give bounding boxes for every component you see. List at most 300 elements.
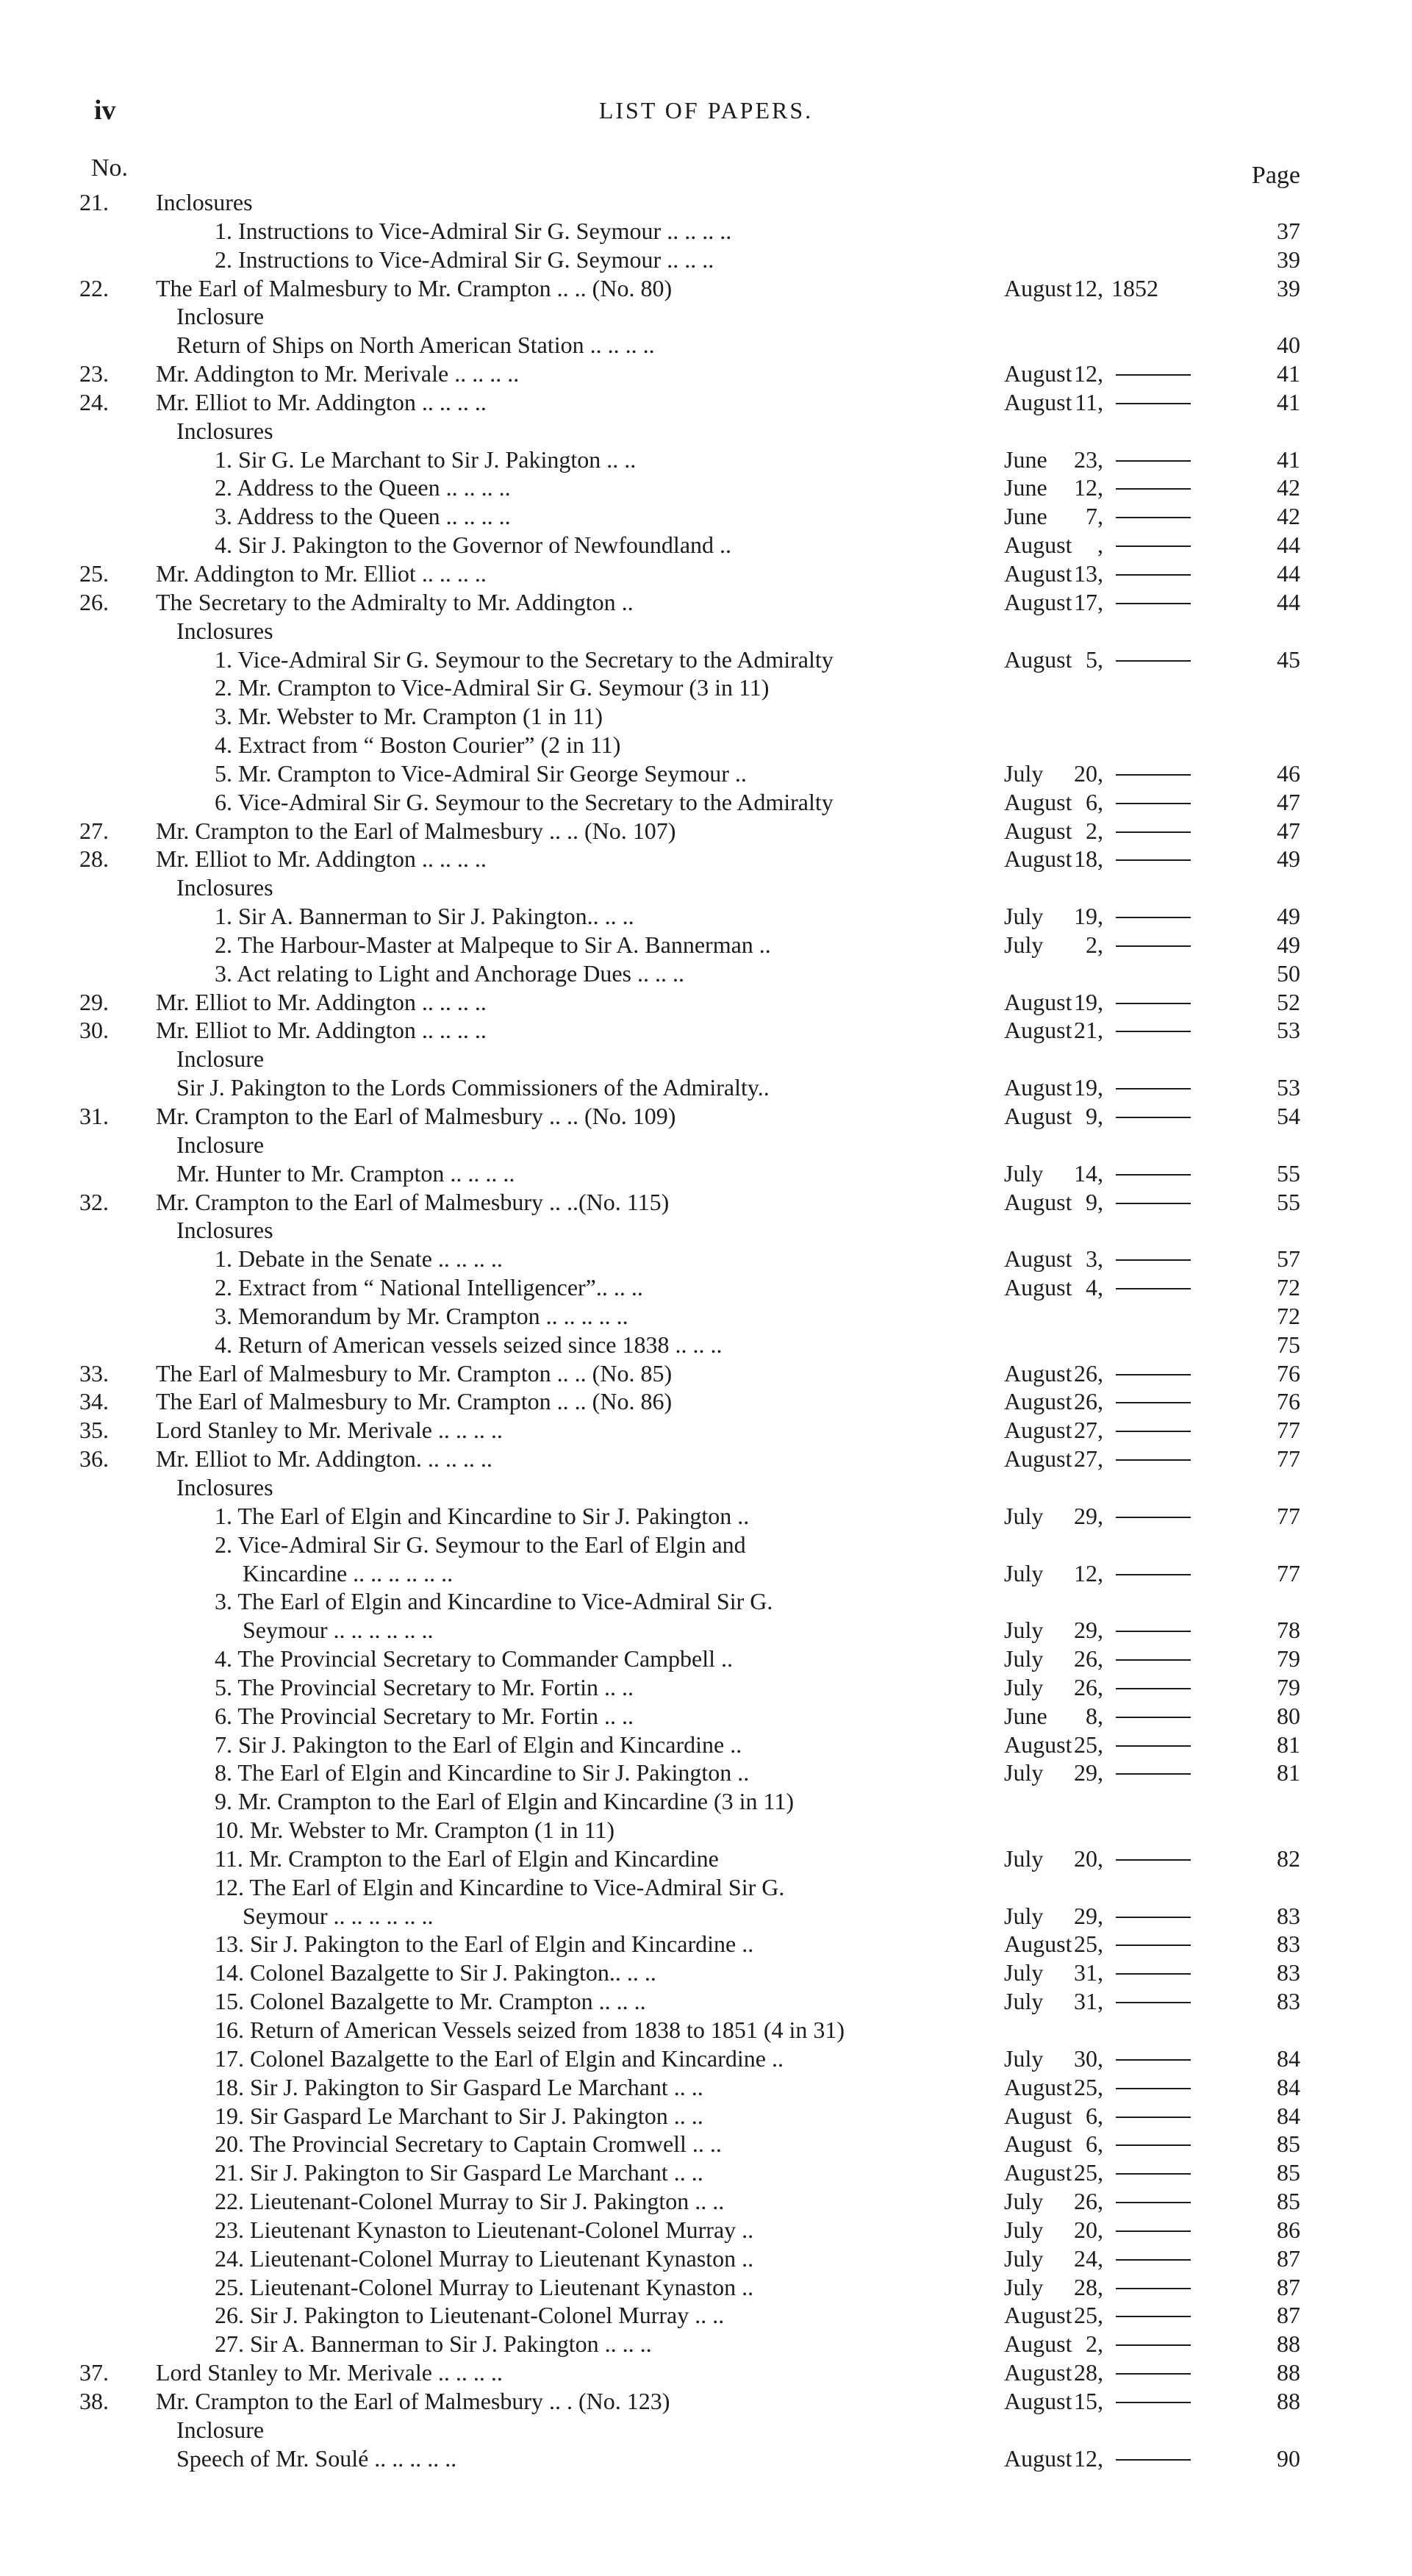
paper-title: Inclosures [176, 1217, 273, 1244]
paper-title: 2. Mr. Crampton to Vice-Admiral Sir G. Seymour (3 in 11) [215, 674, 770, 701]
ditto-dash [1116, 517, 1191, 518]
ditto-dash [1116, 2459, 1191, 2461]
paper-title: 24. Lieutenant-Colonel Murray to Lieutenant Kynaston .. [215, 2244, 754, 2272]
list-item [0, 1531, 1412, 1559]
paper-title: 20. The Provincial Secretary to Captain Cromwell .. .. [215, 2130, 722, 2158]
paper-title: Seymour .. .. .. .. .. .. [243, 1902, 434, 1929]
paper-title: 6. The Provincial Secretary to Mr. Fortin .. .. [215, 1702, 634, 1729]
date-day: 5, [1086, 645, 1103, 673]
ditto-dash [1116, 1288, 1191, 1289]
paper-title: The Earl of Malmesbury to Mr. Crampton .. .. (No. 86) [156, 1388, 673, 1415]
list-item [0, 673, 1412, 702]
list-item [0, 1559, 1412, 1588]
ditto-dash [1116, 1517, 1191, 1518]
paper-title: Return of Ships on North American Station .. .. .. .. [176, 332, 655, 359]
page-ref: 77 [1277, 1502, 1300, 1529]
ditto-dash [1116, 2173, 1191, 2175]
date-month: August [1004, 1445, 1072, 1473]
page-ref: 46 [1277, 759, 1300, 787]
paper-title: 3. Address to the Queen .. .. .. .. [215, 503, 511, 530]
date-day: 3, [1086, 1245, 1103, 1273]
date-month: August [1004, 1017, 1072, 1044]
paper-title: Inclosures [176, 617, 273, 644]
list-item [0, 1131, 1412, 1159]
list-item [0, 1616, 1412, 1645]
date-month: July [1004, 1559, 1044, 1586]
page-ref: 39 [1277, 274, 1300, 301]
paper-title: 17. Colonel Bazalgette to the Earl of Elgin and Kincardine .. [215, 2044, 784, 2072]
date-month: August [1004, 1188, 1072, 1215]
date-day: 2, [1086, 817, 1103, 844]
page-ref: 86 [1277, 2216, 1300, 2243]
list-item [0, 1188, 1412, 1217]
date-month: August [1004, 360, 1072, 387]
page-ref: 45 [1277, 645, 1300, 673]
paper-title: Mr. Crampton to the Earl of Malmesbury .. .. (No. 109) [156, 1103, 676, 1129]
paper-title: 3. The Earl of Elgin and Kincardine to Vice-Admiral Sir G. [215, 1588, 773, 1615]
page-ref: 81 [1277, 1759, 1300, 1786]
date-month: July [1004, 2273, 1044, 2300]
page-ref: 57 [1277, 1245, 1300, 1273]
paper-title: 4. Sir J. Pakington to the Governor of Newfoundland .. [215, 532, 732, 559]
ditto-dash [1116, 1374, 1191, 1375]
date-month: June [1004, 503, 1047, 530]
paper-title: 26. Sir J. Pakington to Lieutenant-Colonel Murray .. .. [215, 2302, 725, 2329]
date-month: July [1004, 1159, 1044, 1187]
page-ref: 54 [1277, 1103, 1300, 1129]
date-month: August [1004, 2359, 1072, 2386]
date-day: 18, [1074, 845, 1103, 873]
date-day: 26, [1074, 1388, 1103, 1415]
ditto-dash [1116, 2059, 1191, 2061]
ditto-dash [1116, 803, 1191, 804]
page-ref: 79 [1277, 1673, 1300, 1700]
page-ref: 76 [1277, 1388, 1300, 1415]
paper-title: Mr. Crampton to the Earl of Malmesbury .. .. (No. 107) [156, 817, 676, 844]
list-item [0, 959, 1412, 988]
ditto-dash [1116, 403, 1191, 404]
paper-number: 26. [79, 588, 109, 615]
paper-title: 19. Sir Gaspard Le Marchant to Sir J. Pakington .. .. [215, 2102, 703, 2129]
date-day: 14, [1074, 1159, 1103, 1187]
paper-number: 29. [79, 988, 109, 1015]
page-ref: 55 [1277, 1188, 1300, 1215]
list-item [0, 2016, 1412, 2044]
paper-title: 2. Instructions to Vice-Admiral Sir G. Seymour .. .. .. [215, 246, 714, 273]
list-item [0, 1673, 1412, 1702]
ditto-dash [1116, 1031, 1191, 1032]
page-ref: 85 [1277, 2130, 1300, 2158]
list-of-papers [0, 188, 1412, 2473]
page-ref: 84 [1277, 2073, 1300, 2100]
ditto-dash [1116, 1659, 1191, 1661]
date-month: July [1004, 1673, 1044, 1700]
date-month: July [1004, 1617, 1044, 1644]
page-ref: 75 [1277, 1331, 1300, 1358]
paper-title: Inclosure [176, 1131, 265, 1158]
ditto-dash [1116, 1859, 1191, 1861]
date-month: August [1004, 1359, 1072, 1387]
list-item [0, 1102, 1412, 1131]
page-ref: 90 [1277, 2444, 1300, 2472]
date-day: 25, [1074, 1931, 1103, 1958]
list-item [0, 1387, 1412, 1416]
paper-title: 7. Sir J. Pakington to the Earl of Elgin and Kincardine .. [215, 1731, 742, 1758]
page-ref: 87 [1277, 2244, 1300, 2272]
column-headers [0, 154, 1412, 191]
ditto-dash [1116, 774, 1191, 776]
date-month: August [1004, 988, 1072, 1015]
ditto-dash [1116, 1688, 1191, 1689]
ditto-dash [1116, 1259, 1191, 1261]
list-item [0, 1416, 1412, 1445]
date-day: 26, [1074, 1673, 1103, 1700]
list-item [0, 446, 1412, 474]
date-day: 26, [1074, 1645, 1103, 1672]
ditto-dash [1116, 603, 1191, 604]
paper-title: 2. Extract from “ National Intelligencer”.. .. .. [215, 1274, 643, 1301]
date-month: August [1004, 2302, 1072, 2329]
page-ref: 83 [1277, 1959, 1300, 1986]
ditto-dash [1116, 374, 1191, 376]
ditto-dash [1116, 1003, 1191, 1004]
date-month: August [1004, 532, 1072, 559]
ditto-dash [1116, 1773, 1191, 1775]
date-day: 26, [1074, 2188, 1103, 2215]
ditto-dash [1116, 574, 1191, 576]
paper-title: 16. Return of American Vessels seized from 1838 to 1851 (4 in 31) [215, 2017, 845, 2043]
page-ref: 88 [1277, 2330, 1300, 2358]
date-day: 9, [1086, 1188, 1103, 1215]
page-ref: 81 [1277, 1731, 1300, 1758]
ditto-dash [1116, 859, 1191, 861]
ditto-dash [1116, 1174, 1191, 1176]
date-month: August [1004, 1417, 1072, 1444]
list-item [0, 1445, 1412, 1473]
list-item [0, 302, 1412, 331]
ditto-dash [1116, 1745, 1191, 1747]
date-day: 12, [1074, 2444, 1103, 2472]
date-day: 19, [1074, 988, 1103, 1015]
date-month: August [1004, 1074, 1072, 1101]
paper-title: 3. Memorandum by Mr. Crampton .. .. .. .. .. [215, 1302, 628, 1329]
list-item [0, 1958, 1412, 1987]
date-day: 25, [1074, 2159, 1103, 2186]
paper-title: Mr. Elliot to Mr. Addington .. .. .. .. [156, 845, 487, 873]
paper-title: 11. Mr. Crampton to the Earl of Elgin and Kincardine [215, 1845, 719, 1872]
paper-title: 1. Vice-Admiral Sir G. Seymour to the Secretary to the Admiralty [215, 645, 834, 673]
page-ref: 85 [1277, 2188, 1300, 2215]
list-item [0, 988, 1412, 1017]
date-month: August [1004, 1245, 1072, 1273]
paper-title: Inclosures [176, 417, 273, 444]
page-ref: 49 [1277, 845, 1300, 873]
list-item [0, 2273, 1412, 2302]
date-month: July [1004, 2216, 1044, 2243]
paper-title: The Secretary to the Admiralty to Mr. Addington .. [156, 588, 634, 615]
page-ref: 44 [1277, 532, 1300, 559]
ditto-dash [1116, 945, 1191, 947]
page-ref: 87 [1277, 2302, 1300, 2329]
paper-number: 23. [79, 360, 109, 387]
paper-title: Inclosure [176, 1045, 265, 1073]
paper-title: Inclosures [176, 874, 273, 901]
list-item [0, 274, 1412, 303]
page-ref: 53 [1277, 1074, 1300, 1101]
paper-title: Mr. Elliot to Mr. Addington .. .. .. .. [156, 388, 487, 415]
page-ref: 72 [1277, 1274, 1300, 1301]
paper-number: 32. [79, 1188, 109, 1215]
paper-number: 35. [79, 1417, 109, 1444]
list-item [0, 2244, 1412, 2273]
date-day: 31, [1074, 1988, 1103, 2015]
paper-title: 1. Instructions to Vice-Admiral Sir G. Seymour .. .. .. .. [215, 217, 732, 244]
ditto-dash [1116, 917, 1191, 918]
paper-number: 27. [79, 817, 109, 844]
date-day: 6, [1086, 2102, 1103, 2129]
paper-title: 4. Return of American vessels seized since 1838 .. .. .. [215, 1331, 723, 1358]
page-ref: 42 [1277, 474, 1300, 501]
date-month: July [1004, 2244, 1044, 2272]
date-month: July [1004, 759, 1044, 787]
list-item [0, 2187, 1412, 2216]
list-item [0, 1473, 1412, 1502]
list-item [0, 388, 1412, 417]
date-month: August [1004, 559, 1072, 587]
list-item [0, 2102, 1412, 2130]
date-month: August [1004, 1274, 1072, 1301]
list-item [0, 645, 1412, 674]
date-day: 25, [1074, 1731, 1103, 1758]
paper-title: 13. Sir J. Pakington to the Earl of Elgin and Kincardine .. [215, 1931, 754, 1958]
page-ref: 80 [1277, 1702, 1300, 1729]
date-month: August [1004, 788, 1072, 815]
list-item [0, 359, 1412, 388]
ditto-dash [1116, 1117, 1191, 1118]
list-item [0, 2330, 1412, 2358]
list-item [0, 1302, 1412, 1331]
date-month: July [1004, 2188, 1044, 2215]
date-day: 29, [1074, 1502, 1103, 1529]
date-month: July [1004, 1759, 1044, 1786]
paper-number: 37. [79, 2359, 109, 2386]
ditto-dash [1116, 2373, 1191, 2375]
date-day: 25, [1074, 2302, 1103, 2329]
paper-title: 23. Lieutenant Kynaston to Lieutenant-Colonel Murray .. [215, 2216, 754, 2243]
paper-title: 1. Sir A. Bannerman to Sir J. Pakington.. .. .. [215, 903, 634, 930]
date-day: 29, [1074, 1759, 1103, 1786]
ditto-dash [1116, 2230, 1191, 2232]
ditto-dash [1116, 488, 1191, 490]
date-day: 26, [1074, 1359, 1103, 1387]
paper-title: 4. Extract from “ Boston Courier” (2 in 11) [215, 731, 621, 759]
list-item [0, 1787, 1412, 1816]
page-ref: 72 [1277, 1302, 1300, 1329]
list-item [0, 2130, 1412, 2158]
list-item [0, 1359, 1412, 1388]
page-ref: 55 [1277, 1159, 1300, 1187]
date-day: 29, [1074, 1902, 1103, 1929]
page-ref: 47 [1277, 817, 1300, 844]
paper-title: Seymour .. .. .. .. .. .. [243, 1617, 434, 1644]
date-month: August [1004, 2159, 1072, 2186]
list-item [0, 1016, 1412, 1045]
date-day: 20, [1074, 1845, 1103, 1872]
date-month: August [1004, 1388, 1072, 1415]
list-item [0, 845, 1412, 873]
date-day: 13, [1074, 559, 1103, 587]
date-day: 2, [1086, 931, 1103, 958]
date-month: August [1004, 2130, 1072, 2158]
date-day: 23, [1074, 446, 1103, 473]
date-month: June [1004, 474, 1047, 501]
paper-title: Lord Stanley to Mr. Merivale .. .. .. .. [156, 2359, 503, 2386]
date-month: July [1004, 1959, 1044, 1986]
paper-title: Mr. Elliot to Mr. Addington .. .. .. .. [156, 1017, 487, 1044]
list-item [0, 1216, 1412, 1245]
page-ref: 49 [1277, 903, 1300, 930]
page-ref: 84 [1277, 2044, 1300, 2072]
page-ref: 41 [1277, 446, 1300, 473]
ditto-dash [1116, 2316, 1191, 2317]
paper-number: 24. [79, 388, 109, 415]
ditto-dash [1116, 2202, 1191, 2203]
date-month: August [1004, 2102, 1072, 2129]
paper-title: Mr. Crampton to the Earl of Malmesbury .. ..(No. 115) [156, 1188, 670, 1215]
list-item [0, 417, 1412, 446]
paper-title: Mr. Crampton to the Earl of Malmesbury .. . (No. 123) [156, 2387, 670, 2414]
paper-title: Speech of Mr. Soulé .. .. .. .. .. [176, 2444, 457, 2472]
page-ref: 83 [1277, 1988, 1300, 2015]
date-day: 4, [1086, 1274, 1103, 1301]
page-title: LIST OF PAPERS. [598, 97, 814, 124]
page-ref: 79 [1277, 1645, 1300, 1672]
date-month: August [1004, 2387, 1072, 2414]
date-day: 20, [1074, 759, 1103, 787]
ditto-dash [1116, 545, 1191, 547]
list-item [0, 759, 1412, 788]
date-day: 24, [1074, 2244, 1103, 2272]
ditto-dash [1116, 2117, 1191, 2118]
paper-title: 2. Address to the Queen .. .. .. .. [215, 474, 511, 501]
list-item [0, 217, 1412, 246]
list-item [0, 1645, 1412, 1673]
date-day: 27, [1074, 1445, 1103, 1473]
ditto-dash [1116, 2144, 1191, 2146]
paper-title: 3. Act relating to Light and Anchorage Dues .. .. .. [215, 959, 684, 987]
ditto-dash [1116, 1203, 1191, 1204]
date-month: August [1004, 1731, 1072, 1758]
date-day: 12, [1074, 274, 1103, 301]
page-ref: 41 [1277, 388, 1300, 415]
date-month: August [1004, 1931, 1072, 1958]
ditto-dash [1116, 660, 1191, 662]
page-ref: 88 [1277, 2359, 1300, 2386]
date-month: July [1004, 1902, 1044, 1929]
page-ref: 77 [1277, 1559, 1300, 1586]
paper-title: 2. Vice-Admiral Sir G. Seymour to the Earl of Elgin and [215, 1531, 746, 1558]
page-ref: 77 [1277, 1417, 1300, 1444]
date-month: August [1004, 2073, 1072, 2100]
page-ref: 42 [1277, 503, 1300, 530]
list-item [0, 1159, 1412, 1188]
date-month: August [1004, 588, 1072, 615]
ditto-dash [1116, 1088, 1191, 1090]
list-item [0, 2358, 1412, 2387]
paper-title: 21. Sir J. Pakington to Sir Gaspard Le Marchant .. .. [215, 2159, 703, 2186]
page-ref: 50 [1277, 959, 1300, 987]
date-day: 21, [1074, 1017, 1103, 1044]
ditto-dash [1116, 1431, 1191, 1432]
paper-title: The Earl of Malmesbury to Mr. Crampton .. .. (No. 85) [156, 1359, 673, 1387]
page-ref: 83 [1277, 1931, 1300, 1958]
date-day: 17, [1074, 588, 1103, 615]
date-month: July [1004, 1645, 1044, 1672]
paper-title: Mr. Elliot to Mr. Addington .. .. .. .. [156, 988, 487, 1015]
ditto-dash [1116, 1973, 1191, 1975]
column-header-no: No. [91, 154, 129, 182]
page-ref: 88 [1277, 2387, 1300, 2414]
paper-title: 14. Colonel Bazalgette to Sir J. Pakington.. .. .. [215, 1959, 656, 1986]
date-day: 8, [1086, 1702, 1103, 1729]
page-ref: 39 [1277, 246, 1300, 273]
paper-title: Inclosure [176, 2416, 265, 2443]
page-ref: 84 [1277, 2102, 1300, 2129]
list-item [0, 788, 1412, 817]
page-ref: 76 [1277, 1359, 1300, 1387]
list-item [0, 1873, 1412, 1902]
list-item [0, 2301, 1412, 2330]
date-day: 30, [1074, 2044, 1103, 2072]
page-header [0, 94, 1412, 138]
date-day: 19, [1074, 903, 1103, 930]
page-ref: 40 [1277, 332, 1300, 359]
list-item [0, 1502, 1412, 1531]
paper-title: Inclosure [176, 303, 265, 330]
paper-title: 10. Mr. Webster to Mr. Crampton (1 in 11) [215, 1817, 615, 1844]
paper-title: Kincardine .. .. .. .. .. .. [243, 1559, 454, 1586]
list-item [0, 1816, 1412, 1845]
date-day: 11, [1075, 388, 1103, 415]
paper-title: Lord Stanley to Mr. Merivale .. .. .. .. [156, 1417, 503, 1444]
ditto-dash [1116, 1402, 1191, 1403]
page-ref: 44 [1277, 588, 1300, 615]
paper-title: The Earl of Malmesbury to Mr. Crampton .. .. (No. 80) [156, 274, 673, 301]
list-item [0, 502, 1412, 531]
list-item [0, 2444, 1412, 2473]
list-item [0, 531, 1412, 559]
paper-title: 18. Sir J. Pakington to Sir Gaspard Le Marchant .. .. [215, 2073, 703, 2100]
date-day: 19, [1074, 1074, 1103, 1101]
paper-title: 1. Sir G. Le Marchant to Sir J. Pakington .. .. [215, 446, 637, 473]
ditto-dash [1116, 831, 1191, 833]
page-ref: 83 [1277, 1902, 1300, 1929]
ditto-dash [1116, 460, 1191, 462]
paper-number: 31. [79, 1103, 109, 1129]
page-ref: 52 [1277, 988, 1300, 1015]
date-month: August [1004, 645, 1072, 673]
list-item [0, 931, 1412, 959]
date-month: July [1004, 931, 1044, 958]
ditto-dash [1116, 1917, 1191, 1918]
list-item [0, 1073, 1412, 1102]
date-day: 29, [1074, 1617, 1103, 1644]
page-number: iv [94, 95, 116, 126]
list-item [0, 588, 1412, 617]
date-month: June [1004, 446, 1047, 473]
date-day: 27, [1074, 1417, 1103, 1444]
paper-title: 9. Mr. Crampton to the Earl of Elgin and Kincardine (3 in 11) [215, 1788, 794, 1815]
